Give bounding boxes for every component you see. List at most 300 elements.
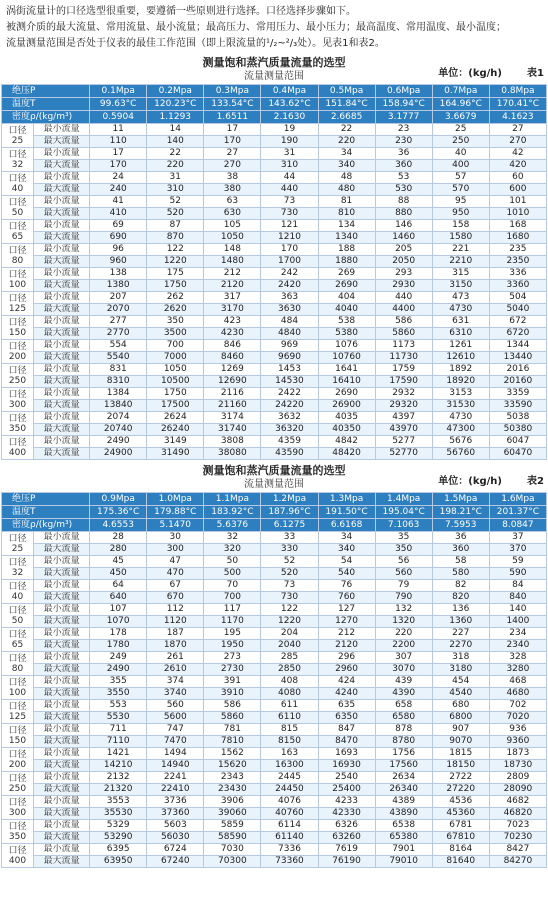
flow-value-cell: 7470 [147, 736, 204, 748]
flow-value-cell: 45 [90, 556, 147, 568]
flow-value-cell: 969 [261, 340, 318, 352]
flow-value-cell: 24450 [261, 784, 318, 796]
flow-value-cell: 36 [375, 148, 432, 160]
header-label: 密度ρ/(kg/m³) [2, 519, 90, 532]
flow-value-cell: 672 [489, 316, 546, 328]
flow-value-cell: 34 [318, 148, 375, 160]
flow-value-cell: 1050 [204, 232, 261, 244]
flow-value-cell: 10760 [318, 352, 375, 364]
flow-value-cell: 65380 [375, 832, 432, 844]
flow-value-cell: 29320 [375, 400, 432, 412]
flow-value-cell: 2690 [318, 388, 375, 400]
flow-value-cell: 17560 [375, 760, 432, 772]
flow-value-cell: 1460 [375, 232, 432, 244]
bore-size-cell [2, 532, 34, 556]
bore-value: 80 [11, 663, 24, 674]
flow-value-cell: 6114 [261, 820, 318, 832]
flow-value-cell: 391 [204, 676, 261, 688]
flow-value-cell: 1562 [204, 748, 261, 760]
table-row [2, 340, 547, 352]
flow-value-cell: 2624 [147, 412, 204, 424]
bore-value: 25 [11, 135, 24, 146]
header-cell: 3.1777 [375, 111, 432, 124]
table-row [2, 676, 547, 688]
flow-value-cell: 212 [318, 628, 375, 640]
bore-value: 300 [8, 399, 27, 410]
flow-value-cell: 3280 [489, 664, 546, 676]
flow-value-cell: 35 [375, 532, 432, 544]
table-row [2, 532, 547, 544]
flow-value-cell: 410 [90, 208, 147, 220]
flow-value-cell: 5540 [90, 352, 147, 364]
table-row [2, 592, 547, 604]
bore-size-cell [2, 628, 34, 652]
flow-value-cell: 404 [318, 292, 375, 304]
flow-value-cell: 261 [147, 652, 204, 664]
flow-value-cell: 1815 [432, 748, 489, 760]
table-row [2, 400, 547, 412]
table-row [2, 388, 547, 400]
bore-size-cell [2, 772, 34, 796]
header-cell: 1.0Mpa [147, 493, 204, 506]
flow-value-cell: 87 [147, 220, 204, 232]
flow-value-cell: 234 [489, 628, 546, 640]
flow-value-cell: 220 [375, 628, 432, 640]
flow-value-cell: 296 [318, 652, 375, 664]
flow-value-cell: 170 [204, 136, 261, 148]
table-row [2, 652, 547, 664]
flow-value-cell: 18150 [432, 760, 489, 772]
flow-value-cell: 60 [489, 172, 546, 184]
flow-value-cell: 50 [204, 556, 261, 568]
flow-value-cell: 4233 [318, 796, 375, 808]
table-row [2, 556, 547, 568]
flow-value-cell: 4536 [432, 796, 489, 808]
flow-value-cell: 810 [318, 208, 375, 220]
header-cell: 1.1Mpa [204, 493, 261, 506]
flow-value-cell: 1750 [147, 280, 204, 292]
flow-value-cell: 20160 [489, 376, 546, 388]
flow-value-cell: 1400 [489, 616, 546, 628]
flow-value-cell: 631 [432, 316, 489, 328]
header-cell: 195.04°C [375, 506, 432, 519]
flow-value-cell: 48 [318, 172, 375, 184]
intro-text [0, 0, 548, 52]
unit-label: 单位：(kg/h) [438, 68, 502, 79]
table-row [2, 736, 547, 748]
flow-value-cell: 9070 [432, 736, 489, 748]
table-row [2, 364, 547, 376]
header-cell: 1.3Mpa [318, 493, 375, 506]
flow-value-cell: 5530 [90, 712, 147, 724]
flow-value-cell: 18730 [489, 760, 546, 772]
flow-value-cell: 820 [432, 592, 489, 604]
flow-value-cell: 15620 [204, 760, 261, 772]
header-cell: 143.62°C [261, 98, 318, 111]
table-row [2, 328, 547, 340]
flow-value-cell: 450 [90, 568, 147, 580]
flow-value-cell: 12610 [432, 352, 489, 364]
flow-value-cell: 5380 [318, 328, 375, 340]
flow-value-cell: 1421 [90, 748, 147, 760]
flow-value-cell: 73 [261, 196, 318, 208]
table-tag: 表1 [527, 68, 544, 79]
table-row [2, 568, 547, 580]
flow-value-cell: 611 [261, 700, 318, 712]
table-row [2, 832, 547, 844]
flow-value-cell: 60470 [489, 448, 546, 460]
max-flow-label: 最大流量 [34, 136, 90, 148]
flow-value-cell: 336 [489, 268, 546, 280]
flow-value-cell: 46820 [489, 808, 546, 820]
flow-value-cell: 11730 [375, 352, 432, 364]
flow-value-cell: 16930 [318, 760, 375, 772]
bore-label: 口径 [8, 557, 27, 568]
flow-range-table [1, 492, 547, 868]
flow-value-cell: 2120 [318, 640, 375, 652]
flow-value-cell: 7000 [147, 352, 204, 364]
flow-value-cell: 17 [204, 124, 261, 136]
flow-value-cell: 2620 [147, 304, 204, 316]
flow-value-cell: 2490 [90, 436, 147, 448]
max-flow-label: 最大流量 [34, 856, 90, 868]
bore-label: 口径 [8, 389, 27, 400]
bore-value: 125 [8, 711, 27, 722]
flow-value-cell: 350 [147, 316, 204, 328]
bore-label: 口径 [8, 221, 27, 232]
header-cell: 133.54°C [204, 98, 261, 111]
flow-range-table [1, 84, 547, 460]
flow-value-cell: 374 [147, 676, 204, 688]
header-cell: 201.37°C [489, 506, 546, 519]
header-cell: 187.96°C [261, 506, 318, 519]
flow-value-cell: 408 [261, 676, 318, 688]
flow-value-cell: 1880 [318, 256, 375, 268]
bore-value: 65 [11, 639, 24, 650]
flow-value-cell: 67810 [432, 832, 489, 844]
bore-size-cell [2, 820, 34, 844]
flow-value-cell: 36320 [261, 424, 318, 436]
max-flow-label: 最大流量 [34, 352, 90, 364]
bore-size-cell [2, 724, 34, 748]
flow-value-cell: 52 [147, 196, 204, 208]
flow-value-cell: 4730 [432, 304, 489, 316]
flow-value-cell: 2932 [375, 388, 432, 400]
table-row [2, 664, 547, 676]
table-caption: 流量测量范围 [244, 479, 304, 490]
table-row [2, 796, 547, 808]
flow-value-cell: 2016 [489, 364, 546, 376]
bore-value: 32 [11, 567, 24, 578]
header-cell: 0.8Mpa [489, 85, 546, 98]
flow-value-cell: 1269 [204, 364, 261, 376]
flow-value-cell: 24 [90, 172, 147, 184]
min-flow-label: 最小流量 [34, 532, 90, 544]
flow-value-cell: 2490 [90, 664, 147, 676]
bore-size-cell [2, 604, 34, 628]
flow-value-cell: 235 [489, 244, 546, 256]
bore-label: 口径 [8, 581, 27, 592]
min-flow-label: 最小流量 [34, 652, 90, 664]
header-cell: 2.6685 [318, 111, 375, 124]
bore-value: 200 [8, 351, 27, 362]
bore-size-cell [2, 220, 34, 244]
max-flow-label: 最大流量 [34, 448, 90, 460]
flow-value-cell: 43890 [375, 808, 432, 820]
flow-value-cell: 1480 [204, 256, 261, 268]
flow-value-cell: 4080 [261, 688, 318, 700]
flow-value-cell: 4389 [375, 796, 432, 808]
pressure-row [2, 493, 547, 506]
bore-label: 口径 [8, 293, 27, 304]
flow-value-cell: 7619 [318, 844, 375, 856]
flow-value-cell: 82 [432, 580, 489, 592]
flow-value-cell: 122 [147, 244, 204, 256]
flow-value-cell: 70230 [489, 832, 546, 844]
flow-value-cell: 43970 [375, 424, 432, 436]
flow-value-cell: 4359 [261, 436, 318, 448]
flow-value-cell: 6781 [432, 820, 489, 832]
flow-value-cell: 3150 [432, 280, 489, 292]
flow-value-cell: 500 [204, 568, 261, 580]
temperature-row [2, 506, 547, 519]
flow-value-cell: 110 [90, 136, 147, 148]
header-cell: 7.5953 [432, 519, 489, 532]
flow-value-cell: 273 [204, 652, 261, 664]
max-flow-label: 最大流量 [34, 616, 90, 628]
density-row [2, 111, 547, 124]
header-label: 绝压P [2, 493, 90, 506]
flow-value-cell: 2070 [90, 304, 147, 316]
bore-value: 125 [8, 303, 27, 314]
header-cell: 0.9Mpa [90, 493, 147, 506]
table-row [2, 160, 547, 172]
flow-value-cell: 4842 [318, 436, 375, 448]
table-row [2, 424, 547, 436]
bore-label: 口径 [8, 749, 27, 760]
header-cell: 175.36°C [90, 506, 147, 519]
flow-value-cell: 14940 [147, 760, 204, 772]
max-flow-label: 最大流量 [34, 544, 90, 556]
flow-value-cell: 3500 [147, 328, 204, 340]
flow-value-cell: 2770 [90, 328, 147, 340]
bore-size-cell [2, 148, 34, 172]
table-row [2, 580, 547, 592]
table-row [2, 352, 547, 364]
max-flow-label: 最大流量 [34, 424, 90, 436]
flow-value-cell: 43590 [261, 448, 318, 460]
flow-value-cell: 470 [147, 568, 204, 580]
flow-value-cell: 28090 [489, 784, 546, 796]
flow-value-cell: 9360 [489, 736, 546, 748]
flow-value-cell: 16410 [318, 376, 375, 388]
flow-value-cell: 670 [147, 592, 204, 604]
flow-value-cell: 5277 [375, 436, 432, 448]
table-row [2, 304, 547, 316]
flow-value-cell: 38 [204, 172, 261, 184]
flow-value-cell: 146 [375, 220, 432, 232]
flow-value-cell: 227 [432, 628, 489, 640]
flow-value-cell: 18920 [432, 376, 489, 388]
bore-label: 口径 [8, 173, 27, 184]
flow-value-cell: 6800 [432, 712, 489, 724]
flow-value-cell: 73360 [261, 856, 318, 868]
table-subheader [0, 70, 548, 84]
flow-value-cell: 4682 [489, 796, 546, 808]
flow-value-cell: 2930 [375, 280, 432, 292]
flow-value-cell: 4680 [489, 688, 546, 700]
flow-value-cell: 504 [489, 292, 546, 304]
flow-value-cell: 58 [432, 556, 489, 568]
header-cell: 1.5Mpa [432, 493, 489, 506]
flow-value-cell: 4840 [261, 328, 318, 340]
flow-value-cell: 5860 [375, 328, 432, 340]
flow-value-cell: 3180 [432, 664, 489, 676]
flow-value-cell: 760 [318, 592, 375, 604]
bore-size-cell [2, 676, 34, 700]
header-cell: 4.6553 [90, 519, 147, 532]
flow-value-cell: 63950 [90, 856, 147, 868]
bore-value: 400 [8, 855, 27, 866]
flow-value-cell: 101 [489, 196, 546, 208]
flow-value-cell: 31740 [204, 424, 261, 436]
flow-value-cell: 27 [489, 124, 546, 136]
header-label: 绝压P [2, 85, 90, 98]
bore-size-cell [2, 412, 34, 436]
max-flow-label: 最大流量 [34, 592, 90, 604]
header-cell: 158.94°C [375, 98, 432, 111]
flow-value-cell: 6724 [147, 844, 204, 856]
flow-value-cell: 3808 [204, 436, 261, 448]
flow-value-cell: 2445 [261, 772, 318, 784]
flow-value-cell: 1050 [147, 364, 204, 376]
table-row [2, 376, 547, 388]
flow-value-cell: 1010 [489, 208, 546, 220]
flow-value-cell: 19 [261, 124, 318, 136]
table-row [2, 448, 547, 460]
flow-value-cell: 168 [489, 220, 546, 232]
flow-value-cell: 31 [147, 172, 204, 184]
header-cell: 198.21°C [432, 506, 489, 519]
flow-value-cell: 6395 [90, 844, 147, 856]
flow-value-cell: 2200 [375, 640, 432, 652]
flow-value-cell: 34 [318, 532, 375, 544]
flow-value-cell: 70 [204, 580, 261, 592]
flow-value-cell: 5676 [432, 436, 489, 448]
flow-value-cell: 520 [261, 568, 318, 580]
flow-value-cell: 220 [147, 160, 204, 172]
table-row [2, 316, 547, 328]
flow-value-cell: 8780 [375, 736, 432, 748]
flow-value-cell: 1210 [261, 232, 318, 244]
flow-value-cell: 847 [318, 724, 375, 736]
flow-value-cell: 57 [432, 172, 489, 184]
bore-label: 口径 [8, 125, 27, 136]
flow-value-cell: 6110 [261, 712, 318, 724]
flow-value-cell: 3359 [489, 388, 546, 400]
table-row [2, 172, 547, 184]
header-cell: 120.23°C [147, 98, 204, 111]
flow-value-cell: 1261 [432, 340, 489, 352]
header-cell: 8.0847 [489, 519, 546, 532]
flow-value-cell: 960 [90, 256, 147, 268]
unit-label: 单位：(kg/h) [438, 476, 502, 487]
bore-label: 口径 [8, 413, 27, 424]
flow-value-cell: 300 [147, 544, 204, 556]
flow-value-cell: 2420 [261, 280, 318, 292]
flow-value-cell: 270 [204, 160, 261, 172]
flow-value-cell: 8460 [204, 352, 261, 364]
flow-value-cell: 4390 [375, 688, 432, 700]
header-cell: 0.1Mpa [90, 85, 147, 98]
flow-value-cell: 831 [90, 364, 147, 376]
flow-value-cell: 107 [90, 604, 147, 616]
table-caption: 流量测量范围 [244, 71, 304, 82]
flow-value-cell: 2690 [318, 280, 375, 292]
flow-value-cell: 1750 [147, 388, 204, 400]
table-row [2, 196, 547, 208]
flow-value-cell: 105 [204, 220, 261, 232]
flow-value-cell: 4035 [318, 412, 375, 424]
table-row [2, 820, 547, 832]
flow-value-cell: 6047 [489, 436, 546, 448]
flow-value-cell: 540 [318, 568, 375, 580]
flow-value-cell: 1700 [261, 256, 318, 268]
flow-value-cell: 1759 [375, 364, 432, 376]
flow-value-cell: 360 [432, 544, 489, 556]
flow-value-cell: 560 [147, 700, 204, 712]
bore-label: 口径 [8, 149, 27, 160]
min-flow-label: 最小流量 [34, 580, 90, 592]
max-flow-label: 最大流量 [34, 568, 90, 580]
max-flow-label: 最大流量 [34, 712, 90, 724]
flow-value-cell: 40760 [261, 808, 318, 820]
min-flow-label: 最小流量 [34, 364, 90, 376]
table-row [2, 544, 547, 556]
bore-value: 300 [8, 807, 27, 818]
flow-value-cell: 53 [375, 172, 432, 184]
flow-value-cell: 730 [261, 208, 318, 220]
flow-value-cell: 23 [375, 124, 432, 136]
flow-value-cell: 317 [204, 292, 261, 304]
max-flow-label: 最大流量 [34, 376, 90, 388]
header-cell: 0.2Mpa [147, 85, 204, 98]
flow-value-cell: 340 [318, 160, 375, 172]
flow-value-cell: 81640 [432, 856, 489, 868]
flow-value-cell: 32 [204, 532, 261, 544]
flow-value-cell: 1380 [90, 280, 147, 292]
header-cell: 191.50°C [318, 506, 375, 519]
header-cell: 1.2Mpa [261, 493, 318, 506]
table-row [2, 148, 547, 160]
flow-value-cell: 195 [204, 628, 261, 640]
flow-value-cell: 1344 [489, 340, 546, 352]
flow-value-cell: 1580 [432, 232, 489, 244]
header-cell: 5.1470 [147, 519, 204, 532]
flow-value-cell: 4397 [375, 412, 432, 424]
flow-value-cell: 2722 [432, 772, 489, 784]
flow-value-cell: 140 [147, 136, 204, 148]
spec-table-section [0, 55, 548, 460]
flow-value-cell: 23430 [204, 784, 261, 796]
flow-value-cell: 7020 [489, 712, 546, 724]
flow-value-cell: 25 [432, 124, 489, 136]
header-cell: 0.5Mpa [318, 85, 375, 98]
max-flow-label: 最大流量 [34, 400, 90, 412]
min-flow-label: 最小流量 [34, 556, 90, 568]
flow-value-cell: 420 [489, 160, 546, 172]
flow-value-cell: 293 [375, 268, 432, 280]
